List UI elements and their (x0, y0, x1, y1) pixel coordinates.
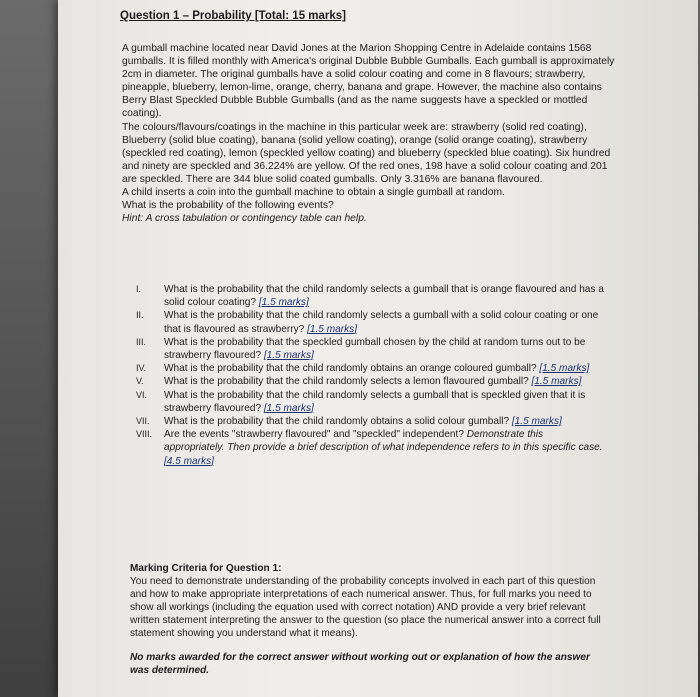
item-number: VIII. (136, 429, 153, 440)
item-text-italic: Demonstrate this appropriately. Then provide a brief description of what independence refers to in this specific case. (164, 429, 603, 454)
item-marks: [1.5 marks] (307, 323, 357, 335)
marking-criteria (130, 562, 608, 677)
item-marks: [4.5 marks] (164, 455, 214, 467)
item-number: V. (136, 376, 144, 387)
list-item (136, 309, 606, 335)
criteria-note: No marks awarded for the correct answer without working out or explanation of how the answer was determined. (130, 651, 590, 676)
item-marks: [1.5 marks] (511, 416, 562, 428)
item-number: III. (136, 336, 147, 347)
item-marks: [1.5 marks] (539, 363, 590, 375)
item-number: VII. (136, 416, 150, 427)
hint-text: Hint: A cross tabulation or contingency table can help. (122, 213, 367, 225)
list-item (136, 283, 606, 309)
item-marks: [1.5 marks] (531, 376, 582, 388)
item-text: What is the probability that the speckled gumball chosen by the child at random turns out to be strawberry flavoured? (164, 336, 586, 362)
item-text: What is the probability that the child randomly obtains a solid colour gumball? (164, 416, 510, 428)
list-item (136, 336, 606, 362)
list-item (136, 428, 606, 468)
intro-paragraph-2: The colours/flavours/coatings in the machine in this particular week are: strawberry (solid red coating), Blueberry (solid blue coating), banana (solid yellow coating), orange (solid orange coating), strawberry (speckled red coating), lemon (speckled yellow coating) and blueberry (speckled blue coating). Six hundred and ninety are speckled and 36.224% are yellow. Of the red ones, 198 have a solid colour coating and 201 are speckled. There are 344 blue solid coated gumballs. Only 3.316% are banana flavoured. (122, 121, 611, 185)
intro-paragraph-1: A gumball machine located near David Jones at the Marion Shopping Centre in Adelaide contains 1568 gumballs. It is filled monthly with America's original Dubble Bubble Gumballs. Each gumball is approximately 2cm in diameter. The original gumballs have a solid colour coating and come in 8 flavours; strawberry, pineapple, blueberry, lemon-lime, orange, cherry, banana and grape. However, the machine also contains Berry Blast Speckled Dubble Bubble Gumballs (and as the name suggests have a speckled or mottled coating). (122, 43, 615, 120)
question-body (122, 42, 622, 225)
item-number: II. (136, 310, 144, 321)
item-text: What is the probability that the child randomly selects a lemon flavoured gumball? (164, 376, 529, 388)
item-text: What is the probability that the child randomly selects a gumball that is orange flavoured and has a solid colour coating? (164, 284, 604, 309)
item-marks: [1.5 marks] (263, 402, 314, 414)
item-marks: [1.5 marks] (258, 297, 309, 309)
item-marks: [1.5 marks] (263, 350, 314, 362)
question-list (136, 283, 606, 468)
item-text: What is the probability that the child randomly selects a gumball that is speckled given that it is strawberry flavoured? (164, 389, 586, 414)
criteria-title: Marking Criteria for Question 1: (130, 563, 282, 574)
item-number: VI. (136, 389, 148, 400)
list-item (136, 375, 606, 388)
item-text: Are the events "strawberry flavoured" and "speckled" independent? (164, 429, 464, 441)
question-title: Question 1 – Probability [Total: 15 marks] (120, 10, 347, 22)
item-text: What is the probability that the child randomly obtains an orange coloured gumball? (164, 363, 537, 375)
intro-paragraph-3: A child inserts a coin into the gumball machine to obtain a single gumball at random. (122, 187, 505, 199)
intro-paragraph-4: What is the probability of the following events? (122, 200, 334, 212)
item-number: I. (136, 284, 142, 294)
document-page (58, 0, 698, 697)
list-item (136, 362, 606, 375)
list-item (136, 389, 606, 415)
criteria-body: You need to demonstrate understanding of the probability concepts involved in each part of this question and how to make appropriate interpretations of each numerical answer. Thus, for full marks you need to show all workings (including the equation used with correct notation) AND provide a very brief relevant written statement interpreting the answer to the question (so place the numerical answer into a correct full statement showing you understand what it means). (130, 576, 601, 640)
list-item (136, 415, 606, 428)
item-text: What is the probability that the child randomly selects a gumball with a solid colour coating or one that is flavoured as strawberry? (164, 310, 599, 335)
item-number: IV. (136, 363, 147, 374)
